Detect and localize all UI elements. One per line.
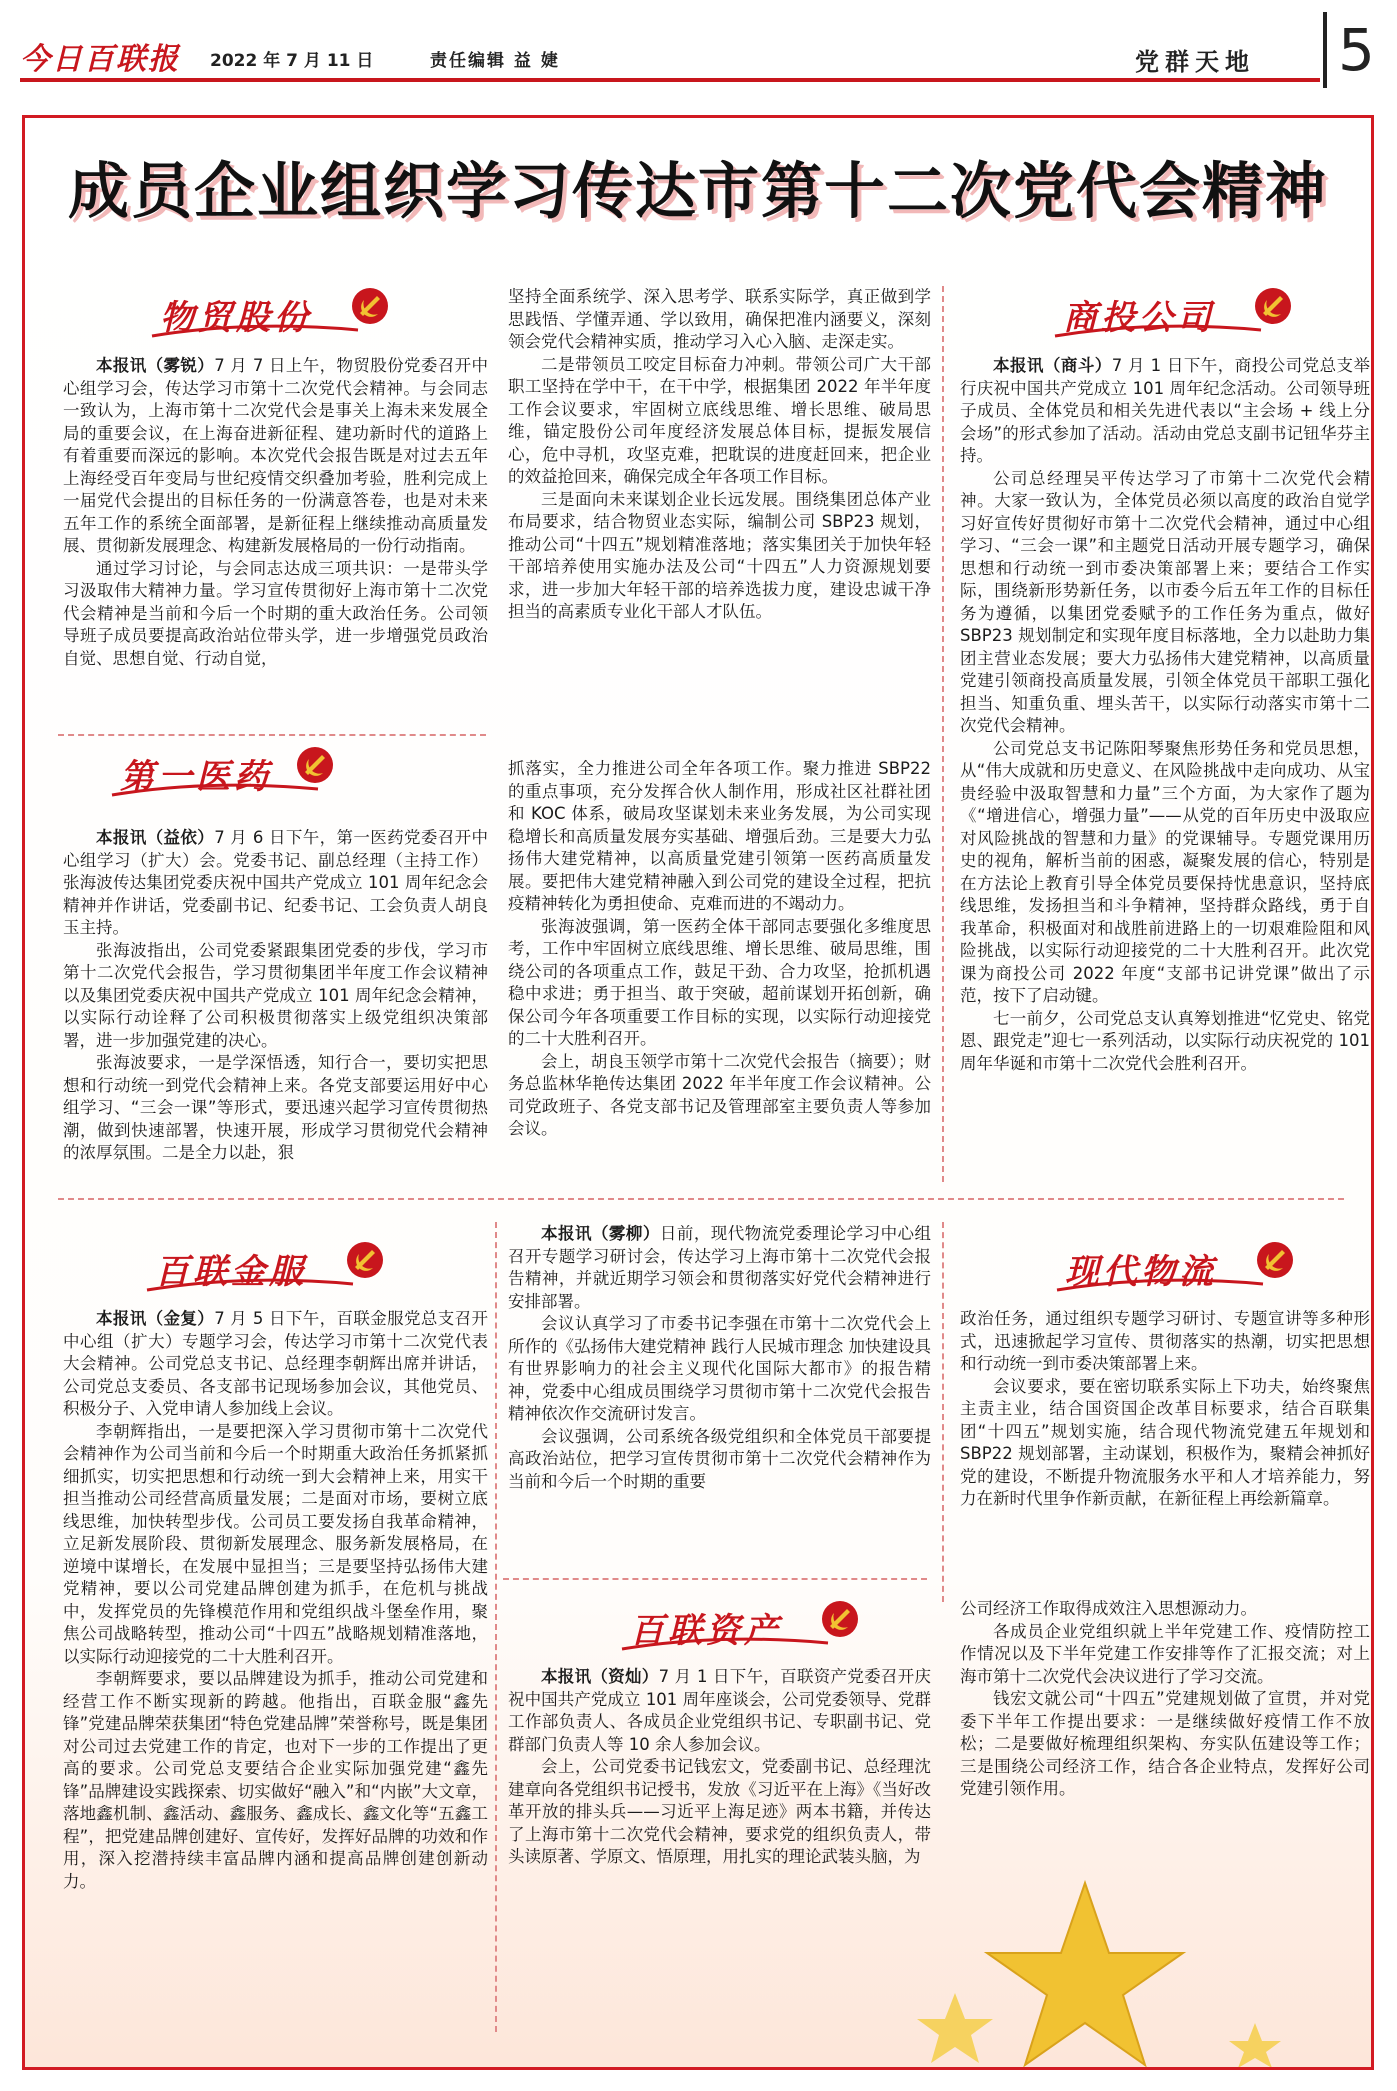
responsible-editor: 责任编辑 益 婕	[430, 51, 560, 71]
article-column	[508, 1223, 931, 1568]
divider	[942, 1222, 944, 1602]
swoosh-decoration	[1053, 324, 1263, 338]
section-title-shangtou	[1063, 286, 1303, 338]
lead-author: （资灿）	[591, 1667, 659, 1686]
paragraph: 张海波强调，第一医药全体干部同志要强化多维度思考，工作中牢固树立底线思维、增长思维、破局思维，围绕公司的各项重点工作，鼓足干劲、合力攻坚，抢抓机遇稳中求进；勇于担当、敢于突破，超前谋划开拓创新，确保公司今年各项重要工作目标的实现，以实际行动迎接党的二十大胜利召开。	[508, 916, 931, 1048]
lead-author: （金复）	[146, 1309, 215, 1328]
lead-tag: 本报讯	[96, 1309, 147, 1328]
divider	[503, 1578, 927, 1580]
paragraph: 会议要求，要在密切联系实际上下功夫，始终聚焦主责主业，结合国资国企改革目标要求，结合百联集团“十四五”规划实施，结合现代物流党建五年规划和 SBP22 规划部署，主动谋划，积极作为，聚精会神抓好党的建设，不断提升物流服务水平和人才培养能力，努力在新时代里争作新贡献，在新征程上再绘新篇章。	[960, 1376, 1370, 1508]
swoosh-decoration	[620, 1637, 830, 1651]
paragraph: 李朝辉要求，要以品牌建设为抓手，推动公司党建和经营工作不断实现新的跨越。他指出，百联金服“鑫先锋”党建品牌荣获集团“特色党建品牌”荣誉称号，既是集团对公司过去党建工作的肯定，也对下一步的工作提出了更高的要求。公司党总支要结合企业实际加强党建“鑫先锋”品牌建设实践探索、切实做好“融入”和“内嵌”大文章，落地鑫机制、鑫活动、鑫服务、鑫成长、鑫文化等“五鑫工程”，把党建品牌创建好、宣传好，发挥好品牌的功效和作用，深入挖潜持续丰富品牌内涵和提高品牌创建创新动力。	[63, 1669, 488, 1891]
section-title-text: 物贸股份	[160, 298, 312, 338]
lead-tag: 本报讯	[541, 1667, 592, 1686]
paragraph: 各成员企业党组织就上半年党建工作、疫情防控工作情况以及下半年党建工作安排等作了汇报交流；对上海市第十二次党代会决议进行了学习交流。	[960, 1621, 1370, 1686]
swoosh-decoration	[150, 324, 360, 338]
paragraph: 政治任务，通过组织专题学习研讨、专题宣讲等多种形式，迅速掀起学习宣传、贯彻落实的热潮，切实把思想和行动统一到市委决策部署上来。	[960, 1309, 1370, 1373]
divider	[58, 734, 486, 736]
paragraph: 李朝辉指出，一是要把深入学习贯彻市第十二次党代会精神作为公司当前和今后一个时期重大政治任务抓紧抓细抓实，切实把思想和行动统一到大会精神上来，用实干担当推动公司经营高质量发展；二是面对市场，要树立底线思维，加快转型步伐。公司员工要发扬自我革命精神，立足新发展阶段、贯彻新发展理念、服务新发展格局，在逆境中谋增长，在发展中显担当；三是要坚持弘扬伟大建党精神，要以公司党建品牌创建为抓手，在危机与挑战中，发挥党员的先锋模范作用和党组织战斗堡垒作用，聚焦公司战略转型，推动公司“十四五”战略规划精准落地，以实际行动迎接党的二十大胜利召开。	[63, 1421, 488, 1666]
divider	[495, 1222, 497, 2032]
newspaper-logo: 今日百联报	[20, 42, 180, 77]
lead-tag: 本报讯	[96, 356, 147, 375]
section-title-zichan	[630, 1599, 890, 1651]
article-column	[508, 1666, 931, 2028]
section-title-wumao	[160, 286, 400, 338]
swoosh-decoration	[110, 783, 320, 797]
swoosh-decoration	[1055, 1278, 1265, 1292]
section-title-text: 商投公司	[1063, 298, 1215, 338]
paragraph: 7 月 1 日下午，商投公司党总支举行庆祝中国共产党成立 101 周年纪念活动。公司领导班子成员、全体党员和相关先进代表以“主会场 + 线上分会场”的形式参加了活动。活动由党总支副书记钮华芬主持。	[960, 356, 1370, 465]
paragraph: 张海波要求，一是学深悟透，知行合一，要切实把思想和行动统一到党代会精神上来。各党支部要运用好中心组学习、“三会一课”等形式，要迅速兴起学习宣传贯彻热潮，做到快速部署，快速开展，形成学习贯彻党代会精神的浓厚氛围。二是全力以赴，狠	[63, 1053, 488, 1162]
paragraph: 会上，胡良玉领学市第十二次党代会报告（摘要）；财务总监林华艳传达集团 2022 年半年度工作会议精神。公司党政班子、各党支部书记及管理部室主要负责人等参加会议。	[508, 1051, 931, 1138]
masthead-divider	[1323, 12, 1327, 88]
page-number: 5	[1338, 16, 1375, 84]
paragraph: 钱宏文就公司“十四五”党建规划做了宣贯，并对党委下半年工作提出要求：一是继续做好疫情工作不放松；二是要做好梳理组织架构、夯实队伍建设等工作；三是围绕公司经济工作，结合各企业特点，发挥好公司党建引领作用。	[960, 1689, 1370, 1798]
page-headline: 成员企业组织学习传达市第十二次党代会精神	[67, 156, 1328, 227]
section-title-text: 现代物流	[1065, 1252, 1217, 1292]
paragraph: 会议强调，公司系统各级党组织和全体党员干部要提高政治站位，把学习宣传贯彻市第十二次党代会精神作为当前和今后一个时期的重要	[508, 1426, 931, 1491]
paragraph: 会议认真学习了市委书记李强在市第十二次党代会上所作的《弘扬伟大建党精神 践行人民城市理念 加快建设具有世界影响力的社会主义现代化国际大都市》的报告精神，党委中心组成员围绕学习贯彻市第十二次党代会报告精神依次作交流研讨发言。	[508, 1314, 931, 1423]
article-column	[508, 758, 931, 1189]
lead-tag: 本报讯	[993, 356, 1044, 375]
lead-author: （益依）	[146, 828, 215, 847]
paragraph: 坚持全面系统学、深入思考学、联系实际学，真正做到学思践悟、学懂弄通、学以致用，确保把准内涵要义，深刻领会党代会精神实质，推动学习入心入脑、走深走实。	[508, 287, 931, 351]
divider	[58, 1198, 1344, 1200]
article-column	[960, 1598, 1370, 1853]
paragraph: 日前，现代物流党委理论学习中心组召开专题学习研讨会，传达学习上海市第十二次党代会报告精神，并就近期学习领会和贯彻落实好党代会精神进行安排部署。	[508, 1224, 931, 1311]
paragraph: 二是带领员工咬定目标奋力冲刺。带领公司广大干部职工坚持在学中干，在干中学，根据集团 2022 年半年度工作会议要求，牢固树立底线思维、增长思维、破局思维，锚定股份公司年度经济发展总体目标，提振发展信心，危中寻机，攻坚克难，把耽误的进度赶回来，把企业的效益抢回来，确保完成全年各项工作目标。	[508, 354, 931, 486]
issue-date: 2022 年 7 月 11 日	[210, 51, 374, 71]
party-emblem-icon	[1255, 1240, 1295, 1280]
section-title-text: 第一医药	[120, 757, 272, 797]
lead-author: （商斗）	[1043, 356, 1112, 375]
golden-stars-decoration	[895, 1873, 1365, 2068]
party-emblem-icon	[295, 745, 335, 785]
swoosh-decoration	[145, 1278, 355, 1292]
article-column	[63, 1308, 488, 2028]
paragraph: 公司党总支书记陈阳琴聚焦形势任务和党员思想，从“伟大成就和历史意义、在风险挑战中走向成功、从宝贵经验中汲取智慧和力量”三个方面，为大家作了题为《“增进信心，增强力量”——从党的百年历史中汲取应对风险挑战的智慧和力量》的党课辅导。专题党课用历史的视角，解析当前的困惑，凝聚发展的信心，特别是在方法论上教育引导全体党员要保持忧患意识，坚持底线思维，发扬担当和斗争精神，坚持群众路线，勇于自我革命，积极面对和战胜前进路上的一切艰难险阻和风险挑战，以实际行动迎接党的二十大胜利召开。此次党课为商投公司 2022 年度“支部书记讲党课”做出了示范，按下了启动键。	[960, 738, 1370, 1005]
paragraph: 7 月 5 日下午，百联金服党总支召开中心组（扩大）专题学习会，传达学习市第十二次党代表大会精神。公司党总支书记、总经理李朝辉出席并讲话，公司党总支委员、各支部书记现场参加会议，其他党员、积极分子、入党申请人参加线上会议。	[63, 1309, 488, 1418]
lead-tag: 本报讯	[541, 1224, 592, 1243]
paragraph: 公司总经理吴平传达学习了市第十二次党代会精神。大家一致认为，全体党员必须以高度的政治自觉学习好宣传好贯彻好市第十二次党代会精神，通过中心组学习、“三会一课”和主题党日活动开展专题学习，确保思想和行动统一到市委决策部署上来；要结合工作实际，围绕新形势新任务，以市委今后五年工作的目标任务为遵循，以集团党委赋予的工作任务为重点，做好 SBP23 规划制定和实现年度目标落地，全力以赴助力集团主营业态发展；要大力弘扬伟大建党精神，以高质量党建引领商投高质量发展，引领全体党员干部职工强化担当、知重负重、埋头苦干，以实际行动落实市第十二次党代会精神。	[960, 468, 1370, 735]
paragraph: 三是面向未来谋划企业长远发展。围绕集团总体产业布局要求，结合物贸业态实际，编制公司 SBP23 规划，推动公司“十四五”规划精准落地；落实集团关于加快年轻干部培养使用实施办法及公司“十四五”人力资源规划要求，进一步加大年轻干部的培养选拔力度，建设忠诚干净担当的高素质专业化干部人才队伍。	[508, 489, 931, 621]
paragraph: 7 月 6 日下午，第一医药党委召开中心组学习（扩大）会。党委书记、副总经理（主持工作）张海波传达集团党委庆祝中国共产党成立 101 周年纪念会精神并作讲话，党委副书记、纪委书记、工会负责人胡良玉主持。	[63, 828, 488, 937]
paragraph: 七一前夕，公司党总支认真筹划推进“忆党史、铭党恩、跟党走”迎七一系列活动，以实际行动庆祝党的 101 周年华诞和市第十二次党代会胜利召开。	[960, 1008, 1370, 1073]
article-column	[508, 286, 931, 727]
lead-author: （雾锐）	[146, 356, 215, 375]
article-frame	[22, 115, 1374, 2070]
article-column	[960, 1308, 1370, 1588]
paragraph: 张海波指出，公司党委紧跟集团党委的步伐，学习市第十二次党代会报告，学习贯彻集团半年度工作会议精神以及集团党委庆祝中国共产党成立 101 周年纪念会精神，以实际行动诠释了公司积极贯彻落实上级党组织决策部署，进一步加强党建的决心。	[63, 940, 488, 1050]
party-emblem-icon	[820, 1599, 860, 1639]
divider	[942, 286, 944, 1182]
article-column	[63, 355, 488, 727]
paragraph: 会上，公司党委书记钱宏文，党委副书记、总经理沈建章向各党组织书记授书，发放《习近平在上海》《当好改革开放的排头兵——习近平上海足迹》两本书籍，并传达了上海市第十二次党代会精神，要求党的组织负责人，带头读原著、学原文、悟原理，用扎实的理论武装头脑，为	[508, 1757, 931, 1866]
paragraph: 抓落实，全力推进公司全年各项工作。聚力推进 SBP22 的重点事项，充分发挥合伙人制作用，形成社区社群社团和 KOC 体系，破局攻坚谋划未来业务发展，为公司实现稳增长和高质量发展夯实基础、增强后劲。三是要大力弘扬伟大建党精神，以高质量党建引领第一医药高质量发展。要把伟大建党精神融入到公司党的建设全过程，把抗疫精神转化为勇担使命、克难而进的不竭动力。	[508, 759, 931, 913]
paragraph: 7 月 7 日上午，物贸股份党委召开中心组学习会，传达学习市第十二次党代会精神。与会同志一致认为，上海市第十二次党代会是事关上海未来发展全局的重要会议，在上海奋进新征程、建功新时代的道路上有着重要而深远的影响。本次党代会报告既是对过去五年上海经受百年变局与世纪疫情交织叠加考验，胜利完成上一届党代会提出的目标任务的一份满意答卷，也是对未来五年工作的系统全面部署，是新征程上继续推动高质量发展、贯彻新发展理念、构建新发展格局的一份行动指南。	[63, 356, 488, 555]
lead-tag: 本报讯	[96, 828, 147, 847]
section-title-yiyao	[120, 745, 360, 797]
article-column	[63, 827, 488, 1189]
party-emblem-icon	[345, 1240, 385, 1280]
masthead-rule	[20, 78, 1320, 82]
paragraph: 通过学习讨论，与会同志达成三项共识：一是带头学习汲取伟大精神力量。学习宣传贯彻好上海市第十二次党代会精神是当前和今后一个时期的重大政治任务。公司领导班子成员要提高政治站位带头学，进一步增强党员政治自觉、思想自觉、行动自觉，	[63, 558, 488, 668]
masthead	[20, 16, 1382, 85]
section-title-jinfu	[155, 1240, 415, 1292]
party-emblem-icon	[1253, 286, 1293, 326]
paragraph: 7 月 1 日下午，百联资产党委召开庆祝中国共产党成立 101 周年座谈会，公司党委领导、党群工作部负责人、各成员企业党组织书记、专职副书记、党群部门负责人等 10 余人参加会议。	[508, 1667, 931, 1754]
party-emblem-icon	[350, 286, 390, 326]
paragraph: 公司经济工作取得成效注入思想源动力。	[960, 1599, 1257, 1618]
section-title-text: 百联资产	[630, 1611, 782, 1651]
section-name: 党群天地	[1135, 48, 1255, 76]
section-title-text: 百联金服	[155, 1252, 307, 1292]
lead-author: （雾柳）	[591, 1224, 660, 1243]
section-title-wuliu	[1065, 1240, 1325, 1292]
article-column	[960, 355, 1370, 1191]
